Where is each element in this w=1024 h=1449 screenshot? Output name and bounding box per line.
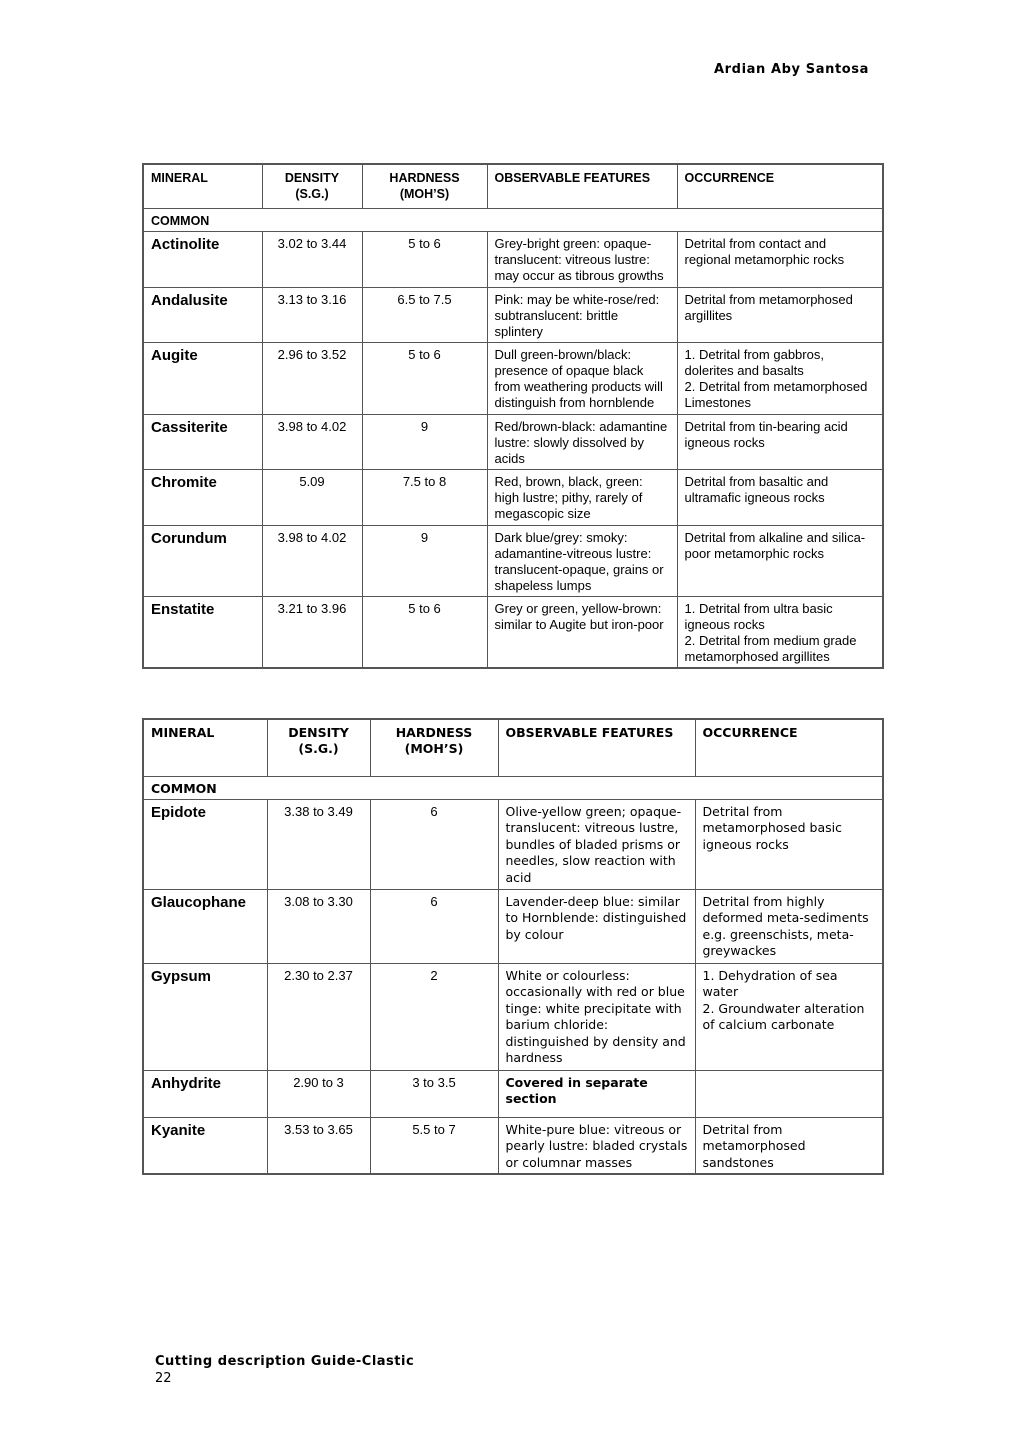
- features-text: Covered in separate section: [498, 1070, 695, 1117]
- features-text: Dark blue/grey: smoky: adamantine-vitreous lustre: translucent-opaque, grains or shapeless lumps: [487, 525, 677, 596]
- hardness-value: 6: [370, 889, 498, 963]
- table-row: [143, 889, 883, 963]
- section-row: [143, 208, 883, 231]
- density-value: 3.38 to 3.49: [267, 799, 370, 889]
- table-row: [143, 596, 883, 668]
- occurrence-text: Detrital from highly deformed meta-sediments e.g. greenschists, meta-greywackes: [695, 889, 883, 963]
- table-row: [143, 469, 883, 525]
- mineral-name: Cassiterite: [143, 414, 262, 469]
- density-value: 2.30 to 2.37: [267, 963, 370, 1070]
- table-row: [143, 414, 883, 469]
- occurrence-text: 1. Dehydration of sea water 2. Groundwater alteration of calcium carbonate: [695, 963, 883, 1070]
- table-header-row: [143, 719, 883, 776]
- density-value: 2.90 to 3: [267, 1070, 370, 1117]
- occurrence-text: Detrital from metamorphosed basic igneous rocks: [695, 799, 883, 889]
- mineral-name: Chromite: [143, 469, 262, 525]
- col-header-features: OBSERVABLE FEATURES: [498, 719, 695, 776]
- mineral-name: Kyanite: [143, 1117, 267, 1174]
- density-value: 2.96 to 3.52: [262, 342, 362, 414]
- mineral-name: Gypsum: [143, 963, 267, 1070]
- hardness-value: 7.5 to 8: [362, 469, 487, 525]
- density-value: 3.13 to 3.16: [262, 287, 362, 342]
- occurrence-text: Detrital from tin-bearing acid igneous rocks: [677, 414, 883, 469]
- density-value: 3.21 to 3.96: [262, 596, 362, 668]
- occurrence-text: [695, 1070, 883, 1117]
- col-header-mineral: MINERAL: [143, 719, 267, 776]
- occurrence-text: Detrital from metamorphosed argillites: [677, 287, 883, 342]
- table-row: [143, 342, 883, 414]
- occurrence-text: 1. Detrital from ultra basic igneous rocks 2. Detrital from medium grade metamorphosed argillites: [677, 596, 883, 668]
- occurrence-text: 1. Detrital from gabbros, dolerites and basalts 2. Detrital from metamorphosed Limestones: [677, 342, 883, 414]
- col-header-occurrence: OCCURRENCE: [677, 164, 883, 208]
- hardness-value: 6.5 to 7.5: [362, 287, 487, 342]
- hardness-value: 5 to 6: [362, 231, 487, 287]
- features-text: Dull green-brown/black: presence of opaque black from weathering products will distinguish from hornblende: [487, 342, 677, 414]
- density-value: 3.02 to 3.44: [262, 231, 362, 287]
- table-row: [143, 963, 883, 1070]
- mineral-name: Augite: [143, 342, 262, 414]
- hardness-value: 5.5 to 7: [370, 1117, 498, 1174]
- features-text: Grey or green, yellow-brown: similar to Augite but iron-poor: [487, 596, 677, 668]
- hardness-value: 5 to 6: [362, 342, 487, 414]
- hardness-value: 6: [370, 799, 498, 889]
- col-header-mineral: MINERAL: [143, 164, 262, 208]
- density-value: 3.98 to 4.02: [262, 414, 362, 469]
- mineral-name: Corundum: [143, 525, 262, 596]
- table-row: [143, 231, 883, 287]
- hardness-value: 3 to 3.5: [370, 1070, 498, 1117]
- density-value: 3.53 to 3.65: [267, 1117, 370, 1174]
- hardness-value: 2: [370, 963, 498, 1070]
- mineral-name: Andalusite: [143, 287, 262, 342]
- footer-title: Cutting description Guide-Clastic: [155, 1354, 415, 1369]
- occurrence-text: Detrital from basaltic and ultramafic igneous rocks: [677, 469, 883, 525]
- col-header-occurrence: OCCURRENCE: [695, 719, 883, 776]
- features-text: Red, brown, black, green: high lustre; pithy, rarely of megascopic size: [487, 469, 677, 525]
- section-label: COMMON: [143, 776, 883, 799]
- col-header-hardness: HARDNESS (MOH’S): [362, 164, 487, 208]
- occurrence-text: Detrital from alkaline and silica-poor metamorphic rocks: [677, 525, 883, 596]
- hardness-value: 9: [362, 525, 487, 596]
- features-text: White or colourless: occasionally with red or blue tinge: white precipitate with barium chloride: distinguished by density and hardness: [498, 963, 695, 1070]
- table-row: [143, 287, 883, 342]
- features-text: Lavender-deep blue: similar to Hornblende: distinguished by colour: [498, 889, 695, 963]
- mineral-table-2: [142, 718, 884, 1175]
- density-value: 3.98 to 4.02: [262, 525, 362, 596]
- col-header-density: DENSITY (S.G.): [267, 719, 370, 776]
- occurrence-text: Detrital from metamorphosed sandstones: [695, 1117, 883, 1174]
- density-value: 3.08 to 3.30: [267, 889, 370, 963]
- table-header-row: [143, 164, 883, 208]
- mineral-name: Anhydrite: [143, 1070, 267, 1117]
- occurrence-text: Detrital from contact and regional metamorphic rocks: [677, 231, 883, 287]
- author-name: Ardian Aby Santosa: [714, 62, 869, 77]
- col-header-features: OBSERVABLE FEATURES: [487, 164, 677, 208]
- col-header-hardness: HARDNESS (MOH’S): [370, 719, 498, 776]
- features-text: Olive-yellow green; opaque-translucent: vitreous lustre, bundles of bladed prisms or needles, slow reaction with acid: [498, 799, 695, 889]
- section-row: [143, 776, 883, 799]
- features-text: Pink: may be white-rose/red: subtranslucent: brittle splintery: [487, 287, 677, 342]
- mineral-name: Glaucophane: [143, 889, 267, 963]
- table-row: [143, 525, 883, 596]
- hardness-value: 9: [362, 414, 487, 469]
- mineral-table-1: [142, 163, 884, 669]
- features-text: Red/brown-black: adamantine lustre: slowly dissolved by acids: [487, 414, 677, 469]
- col-header-density: DENSITY (S.G.): [262, 164, 362, 208]
- page-footer: [155, 1353, 414, 1387]
- page-number: 22: [155, 1371, 172, 1386]
- table-row: [143, 1117, 883, 1174]
- mineral-name: Enstatite: [143, 596, 262, 668]
- mineral-name: Epidote: [143, 799, 267, 889]
- features-text: Grey-bright green: opaque-translucent: vitreous lustre: may occur as tibrous growths: [487, 231, 677, 287]
- hardness-value: 5 to 6: [362, 596, 487, 668]
- table-row: [143, 799, 883, 889]
- table-row: [143, 1070, 883, 1117]
- features-text: White-pure blue: vitreous or pearly lustre: bladed crystals or columnar masses: [498, 1117, 695, 1174]
- section-label: COMMON: [143, 208, 883, 231]
- mineral-name: Actinolite: [143, 231, 262, 287]
- density-value: 5.09: [262, 469, 362, 525]
